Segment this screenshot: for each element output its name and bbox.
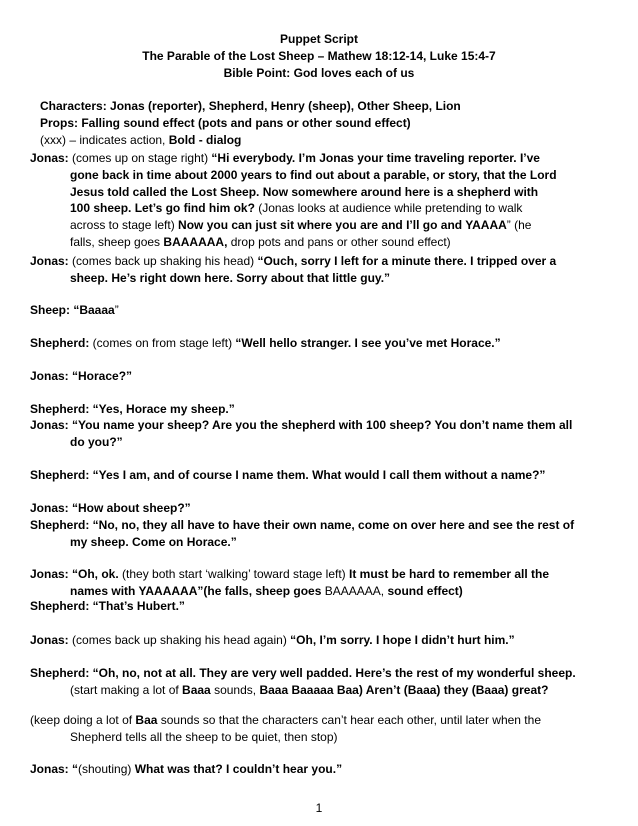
script-paragraph — [30, 368, 610, 385]
dialog-text: Baaa Baaaaa Baa) Aren’t (Baaa) they (Baaa) great? — [259, 682, 549, 697]
dialog-text: BAAAAAA, — [163, 234, 228, 249]
script-paragraph — [30, 665, 610, 699]
action-text: (comes back up shaking his head) — [68, 254, 258, 268]
action-text: (shouting) — [78, 762, 135, 776]
script-line — [30, 632, 610, 649]
script-line — [30, 566, 610, 583]
script-paragraph — [30, 632, 610, 649]
script-line — [30, 368, 610, 385]
script-title: Puppet Script — [279, 32, 358, 46]
dialog-text: do you?” — [70, 434, 123, 449]
action-text: falls, sheep goes — [70, 234, 164, 249]
script-line — [30, 500, 610, 517]
legend-action: (xxx) – indicates action, — [40, 133, 169, 147]
dialog-text: “Hi everybody. I’m Jonas your time traveling reporter. I’ve — [211, 151, 540, 165]
dialog-text: Baa — [135, 713, 158, 727]
script-line — [30, 517, 610, 534]
script-paragraph — [30, 712, 610, 746]
dialog-text: Shepherd: — [30, 336, 90, 350]
dialog-text: It must be hard to remember all the — [349, 567, 550, 581]
dialog-text: Jonas: — [30, 151, 69, 165]
script-line — [30, 729, 610, 746]
action-text: (keep doing a lot of — [30, 713, 136, 727]
dialog-text: Shepherd: “Yes I am, and of course I name them. What would I call them without a name?” — [30, 468, 546, 482]
script-line — [30, 335, 610, 352]
action-text: ” — [114, 303, 119, 317]
script-paragraph — [30, 761, 610, 778]
action-text: (Jonas looks at audience while pretending to walk — [254, 201, 523, 216]
props-line: Props: Falling sound effect (pots and pans or other sound effect) — [40, 116, 411, 130]
script-line — [30, 302, 610, 319]
dialog-text: sheep. He’s right down here. Sorry about that little guy.” — [70, 270, 391, 285]
script-paragraph — [30, 500, 610, 517]
dialog-text: Jonas: “Oh, ok. — [30, 567, 119, 581]
action-text: across to stage left) — [70, 218, 179, 233]
dialog-text: Now you can just sit where you are and I’ll go and YAAAA — [178, 218, 507, 233]
page-number: 1 — [315, 801, 323, 815]
dialog-text: Jonas: “ — [30, 762, 79, 776]
script-line — [30, 761, 610, 778]
script-line — [30, 467, 610, 484]
script-paragraph — [30, 150, 610, 251]
script-paragraph — [30, 598, 610, 615]
script-paragraph — [30, 467, 610, 484]
characters-line: Characters: Jonas (reporter), Shepherd, Henry (sheep), Other Sheep, Lion — [40, 99, 461, 113]
script-line — [30, 234, 610, 251]
bible-point: Bible Point: God loves each of us — [223, 66, 415, 80]
action-text: (comes on from stage left) — [89, 336, 236, 350]
dialog-text: Jonas: — [30, 633, 69, 647]
script-line — [30, 598, 610, 615]
action-text: (comes up on stage right) — [68, 151, 212, 165]
dialog-text: Shepherd: “No, no, they all have to have their own name, come on over here and see the rest of — [30, 518, 575, 532]
action-text: (start making a lot of — [70, 682, 183, 697]
action-text: (comes back up shaking his head again) — [68, 633, 291, 647]
dialog-text: gone back in time about 2000 years to find out about a parable, or story, that the Lord — [70, 167, 557, 182]
script-paragraph — [30, 253, 610, 287]
script-line — [30, 417, 610, 434]
script-line — [30, 200, 610, 217]
legend-line — [40, 132, 241, 149]
dialog-text: Jonas: “Horace?” — [30, 369, 133, 383]
script-paragraph — [30, 417, 610, 451]
action-text: Shepherd tells all the sheep to be quiet, then stop) — [70, 729, 338, 744]
script-line — [30, 434, 610, 451]
dialog-text: 100 sheep. Let’s go find him ok? — [70, 201, 255, 216]
dialog-text: Shepherd: “Yes, Horace my sheep.” — [30, 402, 235, 416]
dialog-text: Shepherd: “Oh, no, not at all. They are very well padded. Here’s the rest of my wonderful sheep. — [30, 666, 576, 680]
script-line — [30, 150, 610, 167]
dialog-text: What was that? I couldn’t hear you.” — [134, 762, 343, 776]
script-line — [30, 167, 610, 184]
script-paragraph — [30, 566, 610, 600]
dialog-text: Shepherd: “That’s Hubert.” — [30, 599, 185, 613]
dialog-text: “Oh, I’m sorry. I hope I didn’t hurt him.” — [290, 633, 515, 647]
script-paragraph — [30, 517, 610, 551]
dialog-text: Baaa — [182, 682, 211, 697]
action-text: drop pots and pans or other sound effect) — [227, 234, 451, 249]
dialog-text: Sheep: “Baaaa — [30, 303, 115, 317]
script-paragraph — [30, 401, 610, 418]
dialog-text: my sheep. Come on Horace.” — [70, 534, 237, 549]
script-line — [30, 270, 610, 287]
dialog-text: Jesus told called the Lost Sheep. Now somewhere around here is a shepherd with — [70, 184, 539, 199]
dialog-text: names with YAAAAAA”(he falls, sheep goes — [70, 583, 325, 598]
script-paragraph — [30, 335, 610, 352]
action-text: BAAAAAA, — [324, 583, 388, 598]
legend-dialog: Bold - dialog — [168, 133, 242, 147]
script-line — [30, 217, 610, 234]
dialog-text: “Ouch, sorry I left for a minute there. I tripped over a — [257, 254, 557, 268]
dialog-text: Jonas: — [30, 254, 69, 268]
script-line — [30, 712, 610, 729]
script-line — [30, 184, 610, 201]
script-subtitle: The Parable of the Lost Sheep – Mathew 18:12-14, Luke 15:4-7 — [142, 49, 496, 63]
action-text: sounds, — [210, 682, 260, 697]
script-line — [30, 534, 610, 551]
action-text: (they both start ‘walking’ toward stage left) — [118, 567, 350, 581]
dialog-text: Jonas: “You name your sheep? Are you the shepherd with 100 sheep? You don’t name them all — [30, 418, 573, 432]
dialog-text: Jonas: “How about sheep?” — [30, 501, 191, 515]
script-line — [30, 665, 610, 682]
action-text: sounds so that the characters can’t hear each other, until later when the — [157, 713, 541, 727]
dialog-text: “Well hello stranger. I see you’ve met Horace.” — [235, 336, 501, 350]
script-paragraph — [30, 302, 610, 319]
script-line — [30, 682, 610, 699]
script-line — [30, 253, 610, 270]
action-text: ” (he — [506, 218, 532, 233]
dialog-text: sound effect) — [387, 583, 463, 598]
script-line — [30, 401, 610, 418]
